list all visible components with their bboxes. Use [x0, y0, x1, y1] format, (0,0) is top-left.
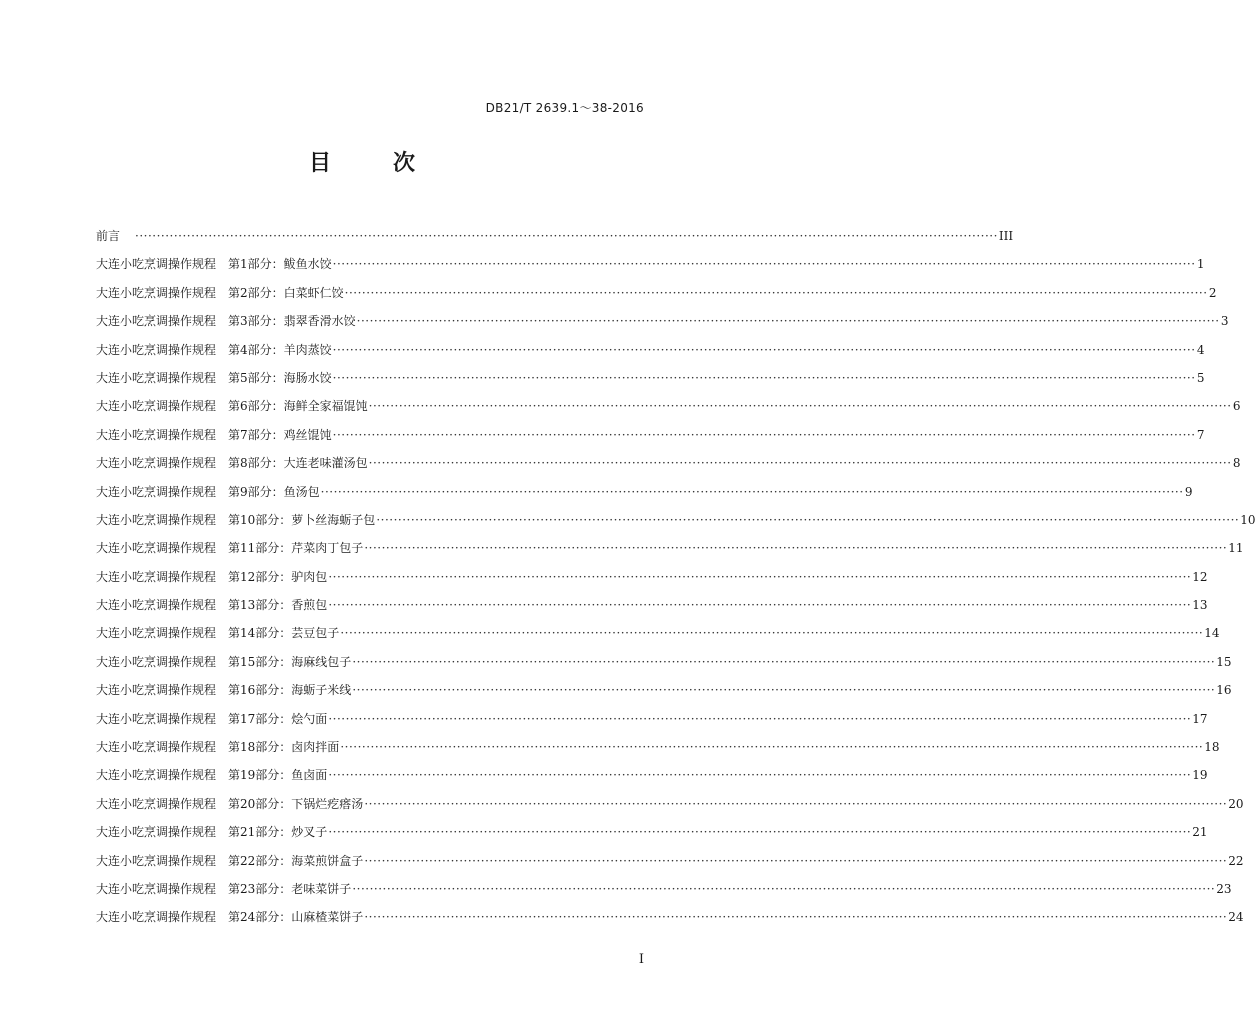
- toc-leader-dots: ········································································································································································································: [328, 825, 1192, 840]
- toc-part-number: 第9部分：: [228, 484, 284, 499]
- toc-series-label: 大连小吃烹调操作规程: [96, 569, 217, 584]
- toc-leader-dots: ········································································································································································································: [328, 598, 1192, 613]
- toc-entry[interactable]: [96, 341, 1205, 369]
- toc-entry[interactable]: [96, 511, 1255, 539]
- toc-part-name: 烩勺面: [291, 711, 328, 726]
- toc-part-title: [228, 823, 327, 840]
- toc-part-number: 第16部分：: [228, 683, 292, 698]
- toc-page-number: 18: [1204, 740, 1220, 755]
- toc-page-number: 24: [1228, 910, 1244, 925]
- toc-entry[interactable]: [96, 426, 1205, 454]
- toc-leader-dots: ········································································································································································································: [328, 768, 1192, 783]
- toc-entry[interactable]: [96, 483, 1193, 511]
- toc-part-number: 第12部分：: [228, 569, 292, 584]
- toc-series-label: 大连小吃烹调操作规程: [96, 314, 217, 329]
- toc-entry[interactable]: [96, 568, 1208, 596]
- toc-part-title: [228, 341, 332, 358]
- toc-series-label: 大连小吃烹调操作规程: [96, 825, 217, 840]
- toc-page-number: 10: [1240, 512, 1255, 527]
- toc-part-number: 第20部分：: [228, 796, 292, 811]
- toc-page-number: 3: [1220, 314, 1229, 329]
- toc-entry[interactable]: [96, 653, 1232, 681]
- toc-part-name: 海麻线包子: [291, 654, 352, 669]
- toc-leader-dots: ········································································································································································································: [364, 796, 1228, 811]
- toc-part-title: [228, 880, 351, 897]
- toc-part-title: [228, 426, 332, 443]
- toc-series-label: 大连小吃烹调操作规程: [96, 768, 217, 783]
- toc-part-name: 鲅鱼水饺: [283, 257, 332, 272]
- toc-leader-dots: ········································································································································································································: [328, 711, 1192, 726]
- toc-page-number: 21: [1192, 825, 1208, 840]
- toc-entry[interactable]: [96, 539, 1244, 567]
- toc-entry[interactable]: [96, 255, 1205, 283]
- toc-part-number: 第5部分：: [228, 370, 284, 385]
- toc-entry[interactable]: [96, 284, 1217, 312]
- toc-part-title: [228, 852, 363, 869]
- toc-part-name: 萝卜丝海蛎子包: [291, 512, 376, 527]
- toc-part-title: [228, 908, 363, 925]
- toc-part-title: [228, 596, 327, 613]
- toc-entry[interactable]: [96, 766, 1208, 794]
- toc-series-label: 大连小吃烹调操作规程: [96, 512, 217, 527]
- toc-part-name: 卤肉拌面: [291, 740, 340, 755]
- toc-leader-dots: ········································································································································································································: [332, 427, 1196, 442]
- toc-page-number: 17: [1192, 711, 1208, 726]
- toc-part-name: 白菜虾仁饺: [283, 285, 344, 300]
- toc-part-number: 第6部分：: [228, 399, 284, 414]
- toc-entry[interactable]: [96, 823, 1208, 851]
- toc-part-number: 第4部分：: [228, 342, 284, 357]
- toc-page-number: 13: [1192, 598, 1208, 613]
- toc-series-label: 大连小吃烹调操作规程: [96, 910, 217, 925]
- toc-page-number: 11: [1228, 541, 1244, 556]
- document-code: DB21/T 2639.1～38-2016: [485, 101, 644, 115]
- toc-series-label: 大连小吃烹调操作规程: [96, 654, 217, 669]
- toc-leader-dots: ········································································································································································································: [340, 626, 1204, 641]
- page-number: I: [638, 952, 644, 967]
- toc-page-number: 23: [1216, 881, 1232, 896]
- toc-part-title: [228, 284, 344, 301]
- toc-part-title: [228, 766, 327, 783]
- toc-entry[interactable]: [96, 908, 1244, 936]
- toc-part-title: [228, 795, 363, 812]
- toc-part-number: 第22部分：: [228, 853, 292, 868]
- toc-part-title: [228, 681, 351, 698]
- page-title: 目 次: [308, 150, 435, 176]
- toc-part-name: 老味菜饼子: [291, 881, 352, 896]
- toc-entry[interactable]: [96, 852, 1244, 880]
- toc-part-number: 第18部分：: [228, 740, 292, 755]
- toc-page-number: 22: [1228, 853, 1244, 868]
- toc-series-label: 大连小吃烹调操作规程: [96, 711, 217, 726]
- toc-foreword-label: 前言: [96, 229, 121, 243]
- toc-page-number: 2: [1208, 285, 1217, 300]
- toc-entry[interactable]: [96, 681, 1232, 709]
- toc-leader-dots: ········································································································································································································: [364, 853, 1228, 868]
- toc-series-label: 大连小吃烹调操作规程: [96, 626, 217, 641]
- toc-leader-dots: ········································································································································································································: [352, 881, 1216, 896]
- toc-part-number: 第8部分：: [228, 456, 284, 471]
- toc-series-label: 大连小吃烹调操作规程: [96, 484, 217, 499]
- toc-part-name: 海菜煎饼盒子: [291, 853, 364, 868]
- toc-page-number: 19: [1192, 768, 1208, 783]
- toc-leader-dots: ········································································································································································································: [340, 740, 1204, 755]
- toc-series-label: 大连小吃烹调操作规程: [96, 456, 217, 471]
- toc-part-title: [228, 454, 368, 471]
- toc-page-number: 12: [1192, 569, 1208, 584]
- toc-part-title: [228, 369, 332, 386]
- toc-part-title: [228, 710, 327, 727]
- table-of-contents: [96, 227, 1255, 937]
- toc-leader-dots: ········································································································································································································: [376, 512, 1240, 527]
- toc-page-number: III: [998, 229, 1014, 243]
- toc-page-number: 16: [1216, 683, 1232, 698]
- toc-part-name: 山麻楂菜饼子: [291, 910, 364, 925]
- toc-part-number: 第13部分：: [228, 598, 292, 613]
- toc-part-title: [228, 312, 356, 329]
- toc-series-label: 大连小吃烹调操作规程: [96, 598, 217, 613]
- toc-entry[interactable]: [96, 454, 1241, 482]
- toc-leader-dots: ········································································································································································································: [332, 370, 1196, 385]
- toc-part-name: 下锅烂疙瘩汤: [291, 796, 364, 811]
- toc-series-label: 大连小吃烹调操作规程: [96, 796, 217, 811]
- toc-part-number: 第3部分：: [228, 314, 284, 329]
- toc-part-name: 芸豆包子: [291, 626, 340, 641]
- toc-part-name: 羊肉蒸饺: [283, 342, 332, 357]
- toc-part-title: [228, 738, 339, 755]
- toc-entry[interactable]: [96, 710, 1208, 738]
- toc-leader-dots: ········································································································································································································: [328, 569, 1192, 584]
- toc-part-number: 第23部分：: [228, 881, 292, 896]
- toc-entry[interactable]: [96, 795, 1244, 823]
- toc-part-title: [228, 653, 351, 670]
- toc-page-number: 9: [1184, 484, 1193, 499]
- toc-entry[interactable]: [96, 738, 1220, 766]
- toc-part-number: 第21部分：: [228, 825, 292, 840]
- toc-part-name: 驴肉包: [291, 569, 328, 584]
- toc-leader-dots: ········································································································································································································: [352, 683, 1216, 698]
- toc-leader-dots: ········································································································································································································: [320, 484, 1184, 499]
- toc-series-label: 大连小吃烹调操作规程: [96, 399, 217, 414]
- toc-part-name: 炒叉子: [291, 825, 328, 840]
- toc-part-title: [228, 539, 363, 556]
- toc-part-name: 鱼汤包: [283, 484, 320, 499]
- toc-entry-foreword[interactable]: [96, 227, 1014, 255]
- toc-leader-dots: ········································································································································································································: [356, 314, 1220, 329]
- toc-page-number: 14: [1204, 626, 1220, 641]
- toc-leader-dots: ········································································································································································································: [135, 229, 998, 243]
- toc-entry[interactable]: [96, 312, 1229, 340]
- toc-part-number: 第11部分：: [228, 541, 292, 556]
- toc-part-title: [228, 255, 332, 272]
- toc-series-label: 大连小吃烹调操作规程: [96, 853, 217, 868]
- toc-part-number: 第7部分：: [228, 427, 284, 442]
- toc-leader-dots: ········································································································································································································: [344, 285, 1208, 300]
- toc-series-label: 大连小吃烹调操作规程: [96, 342, 217, 357]
- toc-page-number: 20: [1228, 796, 1244, 811]
- toc-leader-dots: ········································································································································································································: [364, 910, 1228, 925]
- toc-leader-dots: ········································································································································································································: [368, 456, 1232, 471]
- toc-leader-dots: ········································································································································································································: [364, 541, 1228, 556]
- toc-part-number: 第14部分：: [228, 626, 292, 641]
- toc-entry[interactable]: [96, 596, 1208, 624]
- toc-page-number: 8: [1232, 456, 1241, 471]
- toc-part-name: 鸡丝馄饨: [283, 427, 332, 442]
- toc-leader-dots: ········································································································································································································: [332, 342, 1196, 357]
- toc-page-number: 15: [1216, 654, 1232, 669]
- toc-series-label: 大连小吃烹调操作规程: [96, 285, 217, 300]
- toc-part-name: 鱼卤面: [291, 768, 328, 783]
- toc-part-name: 海蛎子米线: [291, 683, 352, 698]
- toc-part-title: [228, 624, 339, 641]
- toc-part-number: 第15部分：: [228, 654, 292, 669]
- toc-part-title: [228, 397, 368, 414]
- toc-part-title: [228, 568, 327, 585]
- toc-part-number: 第17部分：: [228, 711, 292, 726]
- toc-part-number: 第2部分：: [228, 285, 284, 300]
- toc-part-name: 海鲜全家福馄饨: [283, 399, 368, 414]
- toc-part-number: 第1部分：: [228, 257, 284, 272]
- toc-page-number: 6: [1232, 399, 1241, 414]
- toc-entry[interactable]: [96, 397, 1241, 425]
- toc-part-name: 海肠水饺: [283, 370, 332, 385]
- toc-part-name: 翡翠香滑水饺: [283, 314, 356, 329]
- toc-series-label: 大连小吃烹调操作规程: [96, 427, 217, 442]
- toc-part-title: [228, 511, 375, 528]
- toc-part-number: 第19部分：: [228, 768, 292, 783]
- toc-series-label: 大连小吃烹调操作规程: [96, 740, 217, 755]
- toc-series-label: 大连小吃烹调操作规程: [96, 683, 217, 698]
- toc-part-number: 第10部分：: [228, 512, 292, 527]
- toc-series-label: 大连小吃烹调操作规程: [96, 370, 217, 385]
- toc-entry[interactable]: [96, 624, 1220, 652]
- toc-series-label: 大连小吃烹调操作规程: [96, 541, 217, 556]
- toc-series-label: 大连小吃烹调操作规程: [96, 881, 217, 896]
- toc-page-number: 4: [1196, 342, 1205, 357]
- toc-page-number: 1: [1196, 257, 1205, 272]
- toc-leader-dots: ········································································································································································································: [332, 257, 1196, 272]
- toc-leader-dots: ········································································································································································································: [368, 399, 1232, 414]
- toc-entry[interactable]: [96, 369, 1205, 397]
- toc-leader-dots: ········································································································································································································: [352, 654, 1216, 669]
- toc-part-title: [228, 483, 320, 500]
- toc-part-number: 第24部分：: [228, 910, 292, 925]
- toc-entry[interactable]: [96, 880, 1232, 908]
- toc-series-label: 大连小吃烹调操作规程: [96, 257, 217, 272]
- toc-part-name: 香煎包: [291, 598, 328, 613]
- toc-part-name: 芹菜肉丁包子: [291, 541, 364, 556]
- toc-part-name: 大连老味灌汤包: [283, 456, 368, 471]
- toc-page-number: 5: [1196, 370, 1205, 385]
- toc-page-number: 7: [1196, 427, 1205, 442]
